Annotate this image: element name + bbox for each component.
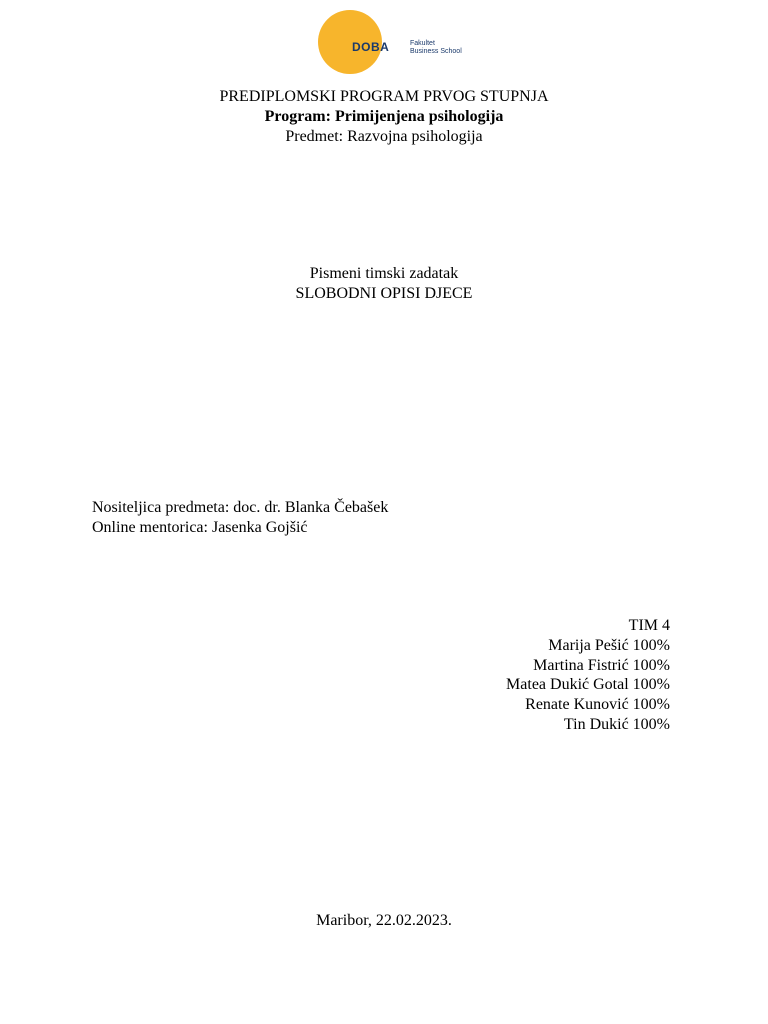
team-member: Marija Pešić 100% <box>548 636 670 654</box>
program-heading: Program: Primijenjena psihologija <box>264 108 504 125</box>
team-name: TIM 4 <box>628 617 670 634</box>
team-member: Matea Dukić Gotal 100% <box>506 676 670 694</box>
team-member: Renate Kunović 100% <box>525 696 670 714</box>
course-heading: Predmet: Razvojna psihologija <box>285 128 483 145</box>
doba-logo <box>318 10 478 76</box>
assignment-title: SLOBODNI OPISI DJECE <box>295 285 473 302</box>
place-date: Maribor, 22.02.2023. <box>316 912 452 929</box>
logo-mark-text: DOBA <box>352 40 390 54</box>
lecturer-line: Nositeljica predmeta: doc. dr. Blanka Čebašek <box>92 499 389 516</box>
program-level-heading: PREDIPLOMSKI PROGRAM PRVOG STUPNJA <box>219 88 549 105</box>
logo-subtitle-line-2: Business School <box>410 48 462 55</box>
assignment-type: Pismeni timski zadatak <box>309 265 459 282</box>
logo-subtitle-line-1: Fakultet <box>410 40 435 47</box>
team-member: Tin Dukić 100% <box>563 715 670 733</box>
mentor-line: Online mentorica: Jasenka Gojšić <box>92 519 308 536</box>
team-member: Martina Fistrić 100% <box>533 656 670 674</box>
logo-subtitle <box>410 40 462 56</box>
team-block <box>506 616 670 735</box>
